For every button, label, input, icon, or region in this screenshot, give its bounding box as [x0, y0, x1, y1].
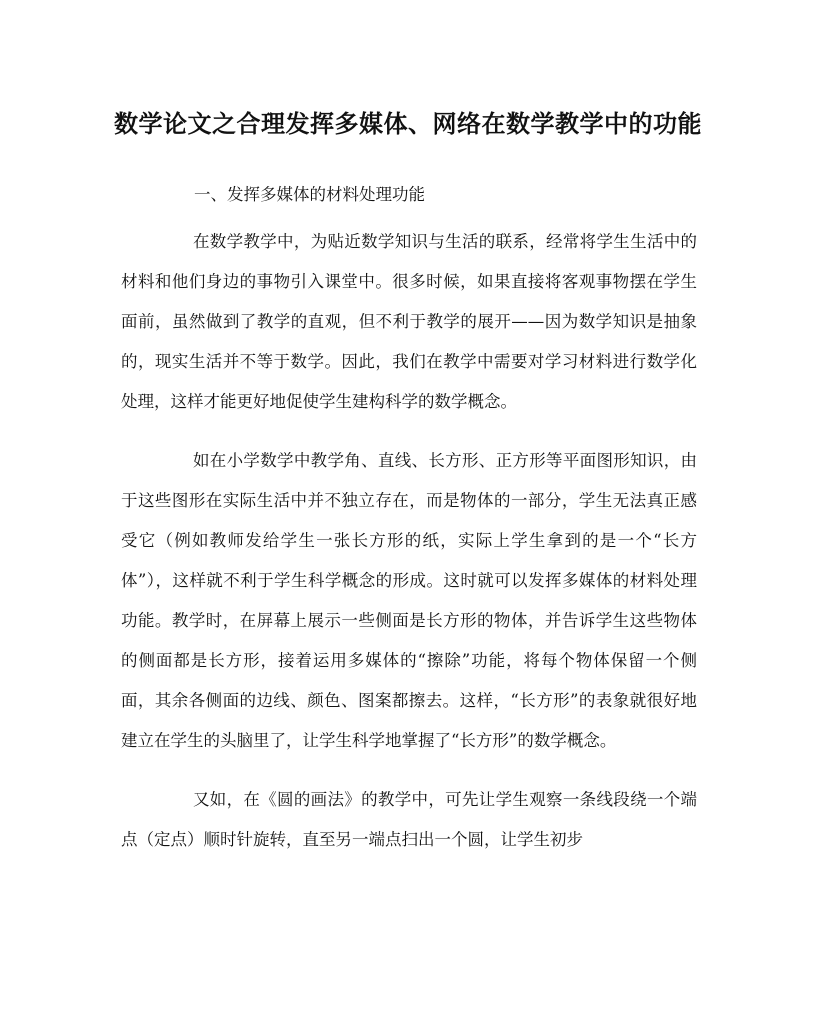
document-title: 数学论文之合理发挥多媒体、网络在数学教学中的功能 — [114, 109, 702, 138]
document-body — [121, 222, 697, 879]
paragraph: 又如，在《圆的画法》的教学中，可先让学生观察一条线段绕一个端点（定点）顺时针旋转，直至另一端点扫出一个圆，让学生初步 — [121, 790, 697, 849]
paragraph: 如在小学数学中教学角、直线、长方形、正方形等平面图形知识，由于这些图形在实际生活中并不独立存在，而是物体的一部分，学生无法真正感受它（例如教师发给学生一张长方形的纸，实际上学生拿到的是一个“长方体”），这样就不利于学生科学概念的形成。这时就可以发挥多媒体的材料处理功能。教学时，在屏幕上展示一些侧面是长方形的物体，并告诉学生这些物体的侧面都是长方形，接着运用多媒体的“擦除”功能，将每个物体保留一个侧面，其余各侧面的边线、颜色、图案都擦去。这样，“长方形”的表象就很好地建立在学生的头脑里了，让学生科学地掌握了“长方形”的数学概念。 — [121, 451, 697, 750]
section-heading: 一、发挥多媒体的材料处理功能 — [194, 185, 425, 204]
paragraph: 在数学教学中，为贴近数学知识与生活的联系，经常将学生生活中的材料和他们身边的事物引入课堂中。很多时候，如果直接将客观事物摆在学生面前，虽然做到了教学的直观，但不利于教学的展开——因为数学知识是抽象的，现实生活并不等于数学。因此，我们在教学中需要对学习材料进行数学化处理，这样才能更好地促使学生建构科学的数学概念。 — [121, 232, 697, 411]
